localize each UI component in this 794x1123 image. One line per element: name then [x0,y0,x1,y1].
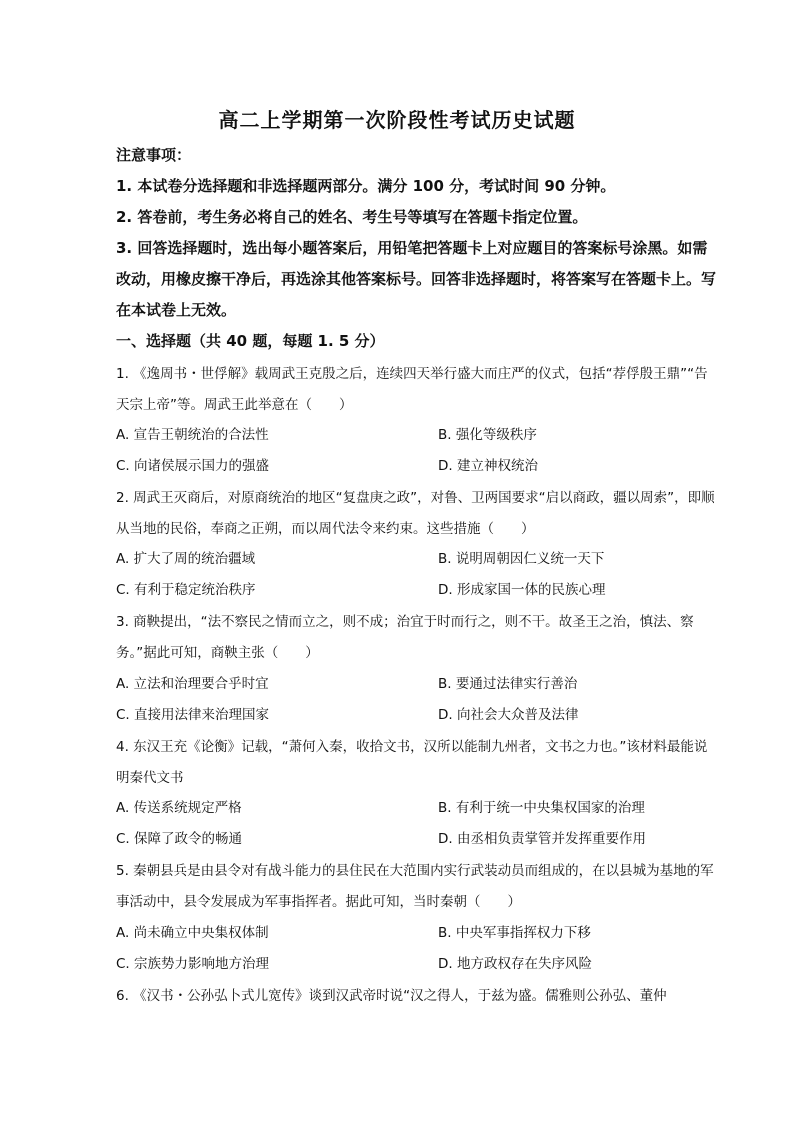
question-1-option-b: B. 强化等级秩序 [438,427,537,443]
question-5-option-d: D. 地方政权存在失序风险 [438,956,592,972]
question-2-option-b: B. 说明周朝因仁义统一天下 [438,551,605,567]
page-title: 高二上学期第一次阶段性考试历史试题 [218,108,576,132]
question-4-option-d: D. 由丞相负责掌管并发挥重要作用 [438,831,646,847]
question-4-option-a: A. 传送系统规定严格 [116,800,242,816]
question-3-option-a: A. 立法和治理要合乎时宜 [116,676,269,692]
notice-heading: 注意事项： [116,146,192,164]
question-4-stem: 4. 东汉王充《论衡》记载，“萧何入秦，收拾文书，汉所以能制九州者，文书之力也。”该材料最能说明秦代文书 [116,739,708,786]
question-2-option-d: D. 形成家国一体的民族心理 [438,582,606,598]
question-3-option-c: C. 直接用法律来治理国家 [116,707,270,723]
section-heading: 一、选择题（共 40 题，每题 1. 5 分） [116,332,385,350]
question-2-option-c: C. 有利于稳定统治秩序 [116,582,256,598]
question-3-option-b: B. 要通过法律实行善治 [438,676,578,692]
question-4-option-c: C. 保障了政令的畅通 [116,831,243,847]
notice-item-3: 3. 回答选择题时，选出每小题答案后，用铅笔把答题卡上对应题目的答案标号涂黑。如需改动，用橡皮擦干净后，再选涂其他答案标号。回答非选择题时，将答案写在答题卡上。写在本试卷上无效。 [116,239,717,319]
question-4-option-b: B. 有利于统一中央集权国家的治理 [438,800,645,816]
question-3-stem: 3. 商鞅提出，“法不察民之情而立之，则不成；治宜于时而行之，则不干。故圣王之治，慎法、察务。”据此可知，商鞅主张（ ） [116,614,694,661]
question-2-option-a: A. 扩大了周的统治疆域 [116,551,256,567]
question-5-option-a: A. 尚未确立中央集权体制 [116,925,269,941]
question-5-option-c: C. 宗族势力影响地方治理 [116,956,270,972]
question-3-option-d: D. 向社会大众普及法律 [438,707,579,723]
question-1-option-d: D. 建立神权统治 [438,458,538,474]
question-5-option-b: B. 中央军事指挥权力下移 [438,925,591,941]
question-2-stem: 2. 周武王灭商后，对原商统治的地区“复盘庚之政”，对鲁、卫两国要求“启以商政，疆以周索”，即顺从当地的民俗，奉商之正朔，而以周代法令来约束。这些措施（ ） [116,490,715,537]
question-1-option-a: A. 宣告王朝统治的合法性 [116,427,269,443]
question-5-stem: 5. 秦朝县兵是由县令对有战斗能力的县住民在大范围内实行武装动员而组成的，在以县城为基地的军事活动中，县令发展成为军事指挥者。据此可知，当时秦朝（ ） [116,863,714,910]
question-1-stem: 1. 《逸周书・世俘解》载周武王克殷之后，连续四天举行盛大而庄严的仪式，包括“荐俘殷王鼎”“告天宗上帝”等。周武王此举意在（ ） [116,366,708,413]
question-1-option-c: C. 向诸侯展示国力的强盛 [116,458,270,474]
question-6-stem: 6. 《汉书・公孙弘卜式儿宽传》谈到汉武帝时说“汉之得人，于兹为盛。儒雅则公孙弘、董仲 [116,988,667,1004]
notice-item-1: 1. 本试卷分选择题和非选择题两部分。满分 100 分，考试时间 90 分钟。 [116,177,616,195]
notice-item-2: 2. 答卷前，考生务必将自己的姓名、考生号等填写在答题卡指定位置。 [116,208,588,226]
